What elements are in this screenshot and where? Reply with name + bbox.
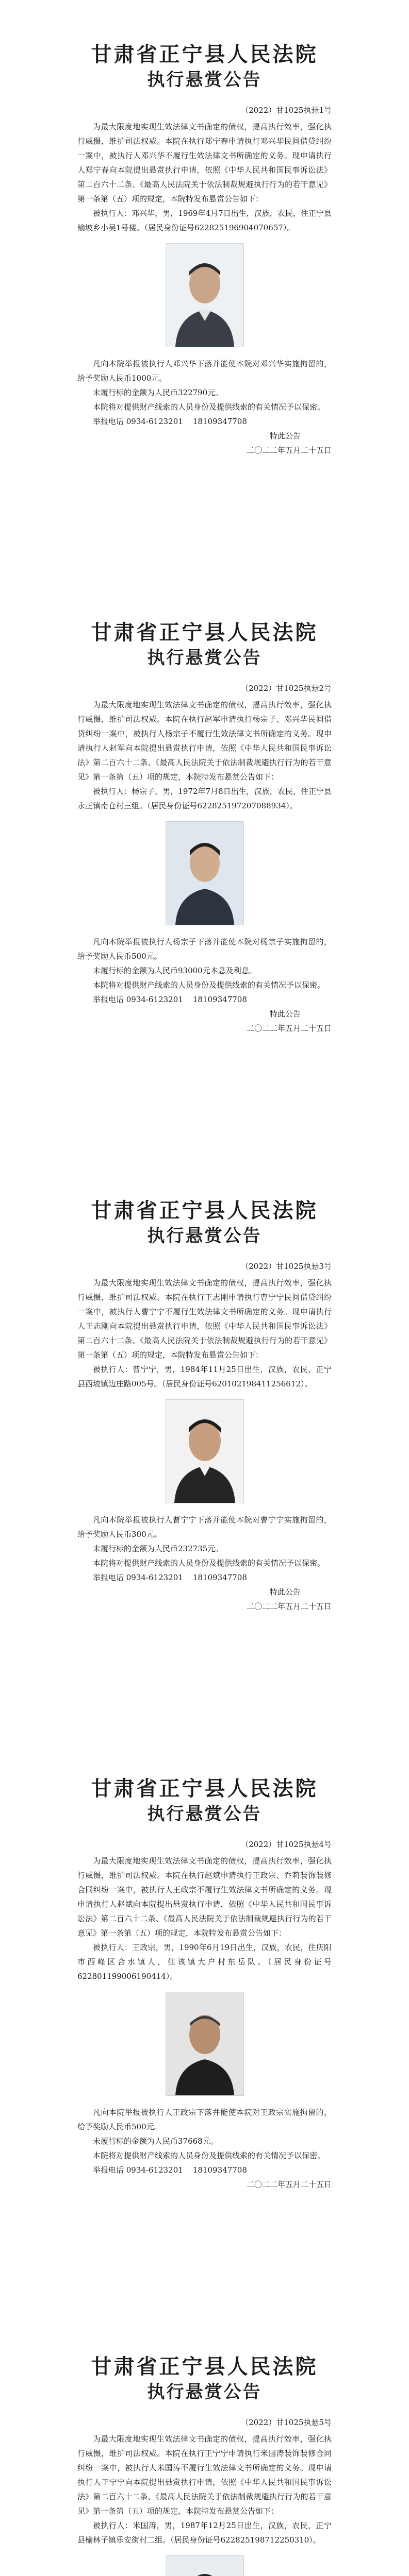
photo-container	[77, 1399, 332, 1503]
notice-intro: 为最大限度地实现生效法律文书确定的债权，提高执行效率，强化执行威慑，维护司法权威。本院在执行王志刚申请执行曹宁宁民间借贷纠纷一案中，被执行人曹宁宁不履行生效法律文书所确定的义务。现申请执行人王志刚向本院提出悬赏执行申请，依照《中华人民共和国民事诉讼法》第二百六十二条、《最高人民法院关于依法制裁规避执行行为的若干意见》第一条第（五）项的规定，本院特发布悬赏公告如下：	[77, 1278, 332, 1360]
case-number: （2022）甘1025执悬3号	[241, 1262, 332, 1271]
notice-subtitle: 执行悬赏公告	[147, 1804, 262, 1824]
person-photo	[166, 243, 244, 347]
person-photo	[166, 2555, 244, 2576]
reward-text: 凡向本院举报被执行人杨宗子下落并能使本院对杨宗子实施拘留的，给予奖励人民币500元。	[77, 937, 332, 961]
notice-subtitle: 执行悬赏公告	[147, 70, 262, 90]
confidentiality-text: 本院将对提供财产线索的人员身份及提供线索的有关情况予以保密。	[93, 402, 325, 412]
contact-phone: 举报电话 0934-6123201 18109347708	[93, 417, 247, 426]
court-title: 甘肃省正宁县人民法院	[91, 620, 318, 645]
portrait-icon	[166, 1400, 243, 1503]
portrait-icon	[166, 244, 243, 347]
notice-subtitle: 执行悬赏公告	[147, 2382, 262, 2402]
notice-date: 二〇二二年五月二十五日	[246, 2180, 332, 2189]
court-title: 甘肃省正宁县人民法院	[91, 2354, 318, 2379]
notice-3	[0, 1156, 409, 1734]
person-details: 被执行人：米国涛，男，1987年12月25日出生，汉族，农民，正宁县榆林子镇乐安街村二组。（居民身份证号622825198712250310）。	[77, 2521, 332, 2545]
court-title: 甘肃省正宁县人民法院	[91, 1776, 318, 1801]
portrait-icon	[166, 822, 243, 925]
reward-text: 凡向本院举报被执行人曹宁宁下落并能使本院对曹宁宁实施拘留的，给予奖励人民币300元。	[77, 1515, 332, 1539]
contact-phone: 举报电话 0934-6123201 18109347708	[93, 2165, 247, 2175]
court-title: 甘肃省正宁县人民法院	[91, 1198, 318, 1223]
photo-container	[77, 821, 332, 925]
notice-date: 二〇二二年五月二十五日	[246, 446, 332, 455]
person-details: 被执行人：王政宗，男，1990年6月19日出生，汉族，农民，住庆阳市西峰区合水镇人，住该镇大户村东岳队。（居民身份证号622801199006190414）。	[77, 1943, 332, 1981]
person-details: 被执行人：杨宗子，男，1972年7月8日出生，汉族，农民，住正宁县永正镇南仓村三组。（居民身份证号622825197207088934）。	[77, 787, 332, 810]
photo-container	[77, 2555, 332, 2576]
court-title: 甘肃省正宁县人民法院	[91, 42, 318, 66]
notice-5	[0, 2312, 409, 2576]
confidentiality-text: 本院将对提供财产线索的人员身份及提供线索的有关情况予以保密。	[93, 2151, 325, 2160]
person-photo	[166, 1399, 244, 1503]
notice-subtitle: 执行悬赏公告	[147, 648, 262, 668]
contact-phone: 举报电话 0934-6123201 18109347708	[93, 995, 247, 1004]
photo-container	[77, 1992, 332, 2096]
confidentiality-text: 本院将对提供财产线索的人员身份及提供线索的有关情况予以保密。	[93, 1558, 325, 1568]
portrait-icon	[166, 2556, 243, 2576]
contact-phone: 举报电话 0934-6123201 18109347708	[93, 1573, 247, 1582]
unpaid-amount: 未履行标的金额为人民币322790元。	[93, 388, 223, 397]
notice-sign: 特此公告	[269, 1009, 301, 1019]
notice-2	[0, 578, 409, 1156]
notice-4	[0, 1734, 409, 2312]
unpaid-amount: 未履行标的金额为人民币232735元。	[93, 1544, 223, 1553]
photo-container	[77, 243, 332, 347]
notice-subtitle: 执行悬赏公告	[147, 1226, 262, 1246]
case-number: （2022）甘1025执悬2号	[241, 684, 332, 693]
notice-intro: 为最大限度地实现生效法律文书确定的债权，提高执行效率，强化执行威慑，维护司法权威。本院在执行王宁宁申请执行米国涛装饰装修合同纠纷一案中，被执行人米国涛不履行生效法律文书所确定的义务。现申请执行人王宁宁向本院提出悬赏执行申请，依照《中华人民共和国民事诉讼法》第二百六十二条、《最高人民法院关于依法制裁规避执行行为的若干意见》第一条第（五）项的规定，本院特发布悬赏公告如下：	[77, 2434, 332, 2516]
notice-1	[0, 0, 409, 578]
notice-intro: 为最大限度地实现生效法律文书确定的债权，提高执行效率，强化执行威慑，维护司法权威。本院在执行赵斌申请执行王政宗、乔莉装饰装修合同纠纷一案中，被执行人王政宗不履行生效法律文书所确定的义务。现申请执行人赵斌向本院提出悬赏执行申请，依照《中华人民共和国民事诉讼法》第二百六十二条、《最高人民法院关于依法制裁规避执行行为的若干意见》第一条第（五）项的规定，本院特发布悬赏公告如下：	[77, 1856, 332, 1938]
notice-sign: 特此公告	[269, 1587, 301, 1597]
person-photo	[166, 1992, 244, 2096]
person-details: 被执行人：邓兴华，男，1969年4月7日出生，汉族，农民，住正宁县榆坡乡小吴1号楼。（居民身份证号622825196904070657）。	[77, 209, 332, 232]
confidentiality-text: 本院将对提供财产线索的人员身份及提供线索的有关情况予以保密。	[93, 980, 325, 990]
person-photo	[166, 821, 244, 925]
unpaid-amount: 未履行标的金额为人民币37668元。	[93, 2137, 218, 2146]
notice-date: 二〇二二年五月二十五日	[246, 1024, 332, 1033]
unpaid-amount: 未履行标的金额为人民币93000元本息及利息。	[93, 966, 257, 975]
reward-text: 凡向本院举报被执行人邓兴华下落并能使本院对邓兴华实施拘留的，给予奖励人民币1000元。	[77, 359, 332, 383]
portrait-icon	[166, 1992, 243, 2095]
notice-intro: 为最大限度地实现生效法律文书确定的债权，提高执行效率，强化执行威慑，维护司法权威。本院在执行赵军申请执行杨宗子、邓兴华民间借贷纠纷一案中，被执行人杨宗子不履行生效法律文书所确定的义务。现申请执行人赵军向本院提出悬赏执行申请，依照《中华人民共和国民事诉讼法》第二百六十二条、《最高人民法院关于依法制裁规避执行行为的若干意见》第一条第（五）项的规定，本院特发布悬赏公告如下：	[77, 700, 332, 782]
notice-sign: 特此公告	[269, 431, 301, 440]
person-details: 被执行人：曹宁宁，男，1984年11月25日出生，汉族，农民，正宁县西坡镇边庄路005号。（居民身份证号620102198411256612）。	[77, 1365, 332, 1388]
notice-intro: 为最大限度地实现生效法律文书确定的债权，提高执行效率，强化执行威慑，维护司法权威。本院在执行郑宁春申请执行邓兴华民间借贷纠纷一案中，被执行人邓兴华不履行生效法律文书所确定的义务。现申请执行人郑宁春向本院提出悬赏执行申请，依照《中华人民共和国民事诉讼法》第二百六十二条、《最高人民法院关于依法制裁规避执行行为的若干意见》第一条第（五）项的规定，本院特发布悬赏公告如下：	[77, 122, 332, 204]
reward-text: 凡向本院举报被执行人王政宗下落并能使本院对王政宗实施拘留的，给予奖励人民币500元。	[77, 2108, 332, 2131]
case-number: （2022）甘1025执悬4号	[241, 1840, 332, 1849]
notice-date: 二〇二二年五月二十五日	[246, 1602, 332, 1611]
case-number: （2022）甘1025执悬1号	[241, 106, 332, 115]
case-number: （2022）甘1025执悬5号	[241, 2418, 332, 2427]
